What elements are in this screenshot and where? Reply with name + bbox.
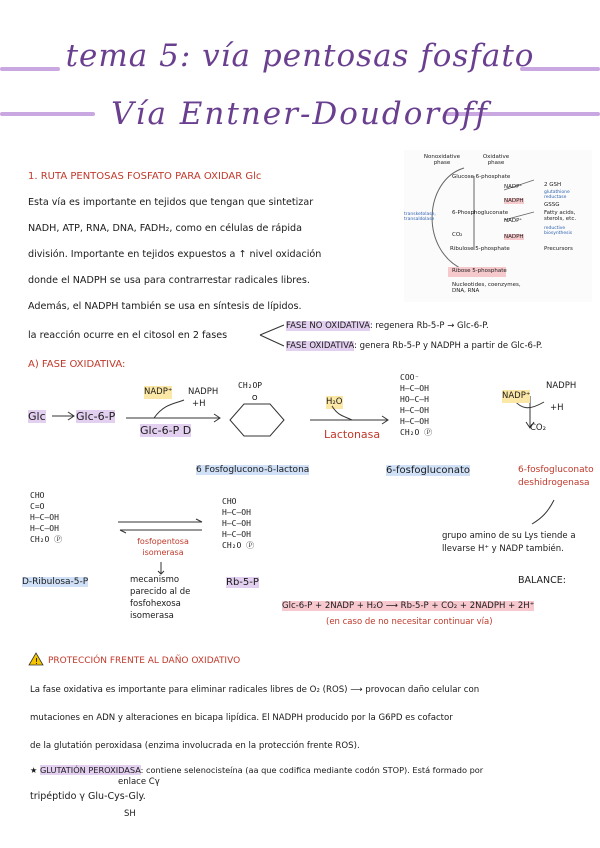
- fig-gr: glutathione reductase: [544, 190, 570, 200]
- h2o-label: H₂O: [326, 397, 343, 407]
- pathway-figure: [404, 150, 592, 302]
- fig-nadph2: NADPH: [504, 234, 524, 240]
- balance-note: (en caso de no necesitar continuar vía): [326, 617, 493, 627]
- isomerasa-note: mecanismo parecido al de fosfohexosa isomerasa: [130, 575, 191, 621]
- reaction-intro: la reacción ocurre en el citosol en 2 fases: [28, 330, 228, 341]
- balance-equation: Glc-6-P + 2NADP + H₂O ⟶ Rb-5-P + CO₂ + 2NADPH + 2H⁺: [282, 601, 535, 611]
- fig-co2: CO₂: [452, 232, 463, 238]
- plus-h-label: +H: [192, 399, 206, 409]
- phase-no-oxidative: FASE NO OXIDATIVA: regenera Rb-5-P → Glc-6-P.: [286, 321, 489, 331]
- svg-text:O: O: [252, 394, 258, 402]
- fig-gssg: GSSG: [544, 202, 560, 208]
- g6p-label: Glc-6-P: [76, 410, 116, 423]
- page-title: tema 5: vía pentosas fosfato: [65, 38, 535, 74]
- fig-g6p: Glucose 6-phosphate: [452, 174, 511, 180]
- isomerasa-enzyme: fosfopentosa isomerasa: [137, 537, 189, 557]
- fig-ox: Oxidative phase: [482, 154, 510, 166]
- fig-rb: reductive biosynthesis: [544, 226, 573, 236]
- fig-fatty: Fatty acids, sterols, etc.: [544, 210, 577, 222]
- nadp-label: NADP⁺: [144, 387, 173, 397]
- fig-products: Nucleotides, coenzymes, DNA, RNA: [452, 282, 521, 294]
- lactona-label: 6 Fosfoglucono-δ-lactona: [196, 465, 310, 475]
- ribulosa-structure: CHO C=O H—C—OH H—C—OH CH₂O Ⓟ: [30, 491, 63, 544]
- gluconato-structure: COO⁻ H—C—OH HO—C—H H—C—OH H—C—OH CH₂O Ⓟ: [400, 373, 433, 437]
- page-subtitle: Vía Entner-Doudoroff: [111, 96, 489, 132]
- equilibrium-arrows: [116, 518, 206, 534]
- section1-line: división. Importante en tejidos expuestos a ↑ nivel oxidación: [28, 249, 322, 260]
- enlace-note: enlace Cγ: [118, 777, 160, 787]
- fig-gsh: 2 GSH: [544, 182, 562, 188]
- protection-line: de la glutatión peroxidasa (enzima involucrada en la protección frente ROS).: [30, 741, 360, 751]
- lactona-ring: [222, 392, 294, 448]
- fig-ru5p: Ribulose 5-phosphate: [450, 246, 510, 252]
- warning-icon: [28, 652, 44, 666]
- fig-transk: transketolase, transaldolase: [404, 212, 436, 222]
- protection-line: mutaciones en ADN y alteraciones en bicapa lipídica. El NADPH producido por la G6PD es cofactor: [30, 713, 453, 723]
- phase-oxidative: FASE OXIDATIVA: genera Rb-5-P y NADPH a partir de Glc-6-P.: [286, 341, 543, 351]
- svg-text:!: !: [35, 657, 39, 666]
- g6pd-enzyme: Glc-6-P D: [140, 424, 192, 437]
- arrow-icon: [50, 408, 78, 424]
- fig-nonox: Nonoxidative phase: [423, 154, 461, 166]
- fig-nadph1: NADPH: [504, 198, 524, 204]
- note-arrow: [528, 498, 558, 528]
- sh-group: SH: [124, 809, 136, 819]
- nadph-label: NADPH: [188, 387, 219, 397]
- fig-nadp1: NADP⁺: [504, 184, 523, 190]
- tripeptido: tripéptido γ Glu-Cys-Gly.: [30, 791, 146, 802]
- glutation-line: ★ GLUTATIÓN PEROXIDASA: contiene selenocisteína (aa que codifica mediante codón STOP). Está formado por: [30, 765, 484, 775]
- nadph2-label: NADPH: [546, 381, 577, 391]
- rb5p-structure: CHO H—C—OH H—C—OH H—C—OH CH₂O Ⓟ: [222, 497, 255, 550]
- fig-r5p: Ribose 5-phosphate: [452, 268, 507, 274]
- section1-line: Esta vía es importante en tejidos que tengan que sintetizar: [28, 197, 314, 208]
- section1-line: NADH, ATP, RNA, DNA, FADH₂, como en células de rápida: [28, 223, 303, 234]
- nadp2-label: NADP⁺: [502, 391, 531, 401]
- gluconato-label: 6-fosfogluconato: [386, 465, 471, 476]
- fig-6pg: 6-Phosphogluconate: [452, 210, 509, 216]
- protection-heading: PROTECCIÓN FRENTE AL DAÑO OXIDATIVO: [48, 656, 241, 666]
- bracket-arrows: [258, 320, 288, 350]
- ribulosa-label: D-Ribulosa-5-P: [22, 577, 89, 587]
- glc-label: Glc: [28, 410, 46, 423]
- co2-label: CO₂: [530, 423, 547, 433]
- fig-precursors: Precursors: [544, 246, 573, 252]
- section1-line: Además, el NADPH también se usa en síntesis de lípidos.: [28, 301, 302, 312]
- plus-h2-label: +H: [550, 403, 564, 413]
- protection-line: La fase oxidativa es importante para eliminar radicales libres de O₂ (ROS) ⟶ provocan daño celular con: [30, 685, 480, 695]
- section1-line: donde el NADPH se usa para contrarrestar radicales libres.: [28, 275, 310, 286]
- rb5p-label: Rb-5-P: [226, 577, 259, 588]
- sectionA-heading: A) FASE OXIDATIVA:: [28, 359, 126, 370]
- lys-note: grupo amino de su Lys tiende a llevarse H⁺ y NADP también.: [442, 531, 576, 554]
- reaction-arrow-2: [308, 400, 394, 426]
- dh-enzyme: 6-fosfogluconato deshidrogenasa: [518, 465, 594, 488]
- lactona-top: CH₂OP: [238, 381, 263, 390]
- section1-heading: 1. RUTA PENTOSAS FOSFATO PARA OXIDAR Glc: [28, 171, 262, 182]
- lactonasa-enzyme: Lactonasa: [324, 428, 381, 441]
- balance-label: BALANCE:: [518, 575, 566, 586]
- fig-nadp2: NADP⁺: [504, 218, 523, 224]
